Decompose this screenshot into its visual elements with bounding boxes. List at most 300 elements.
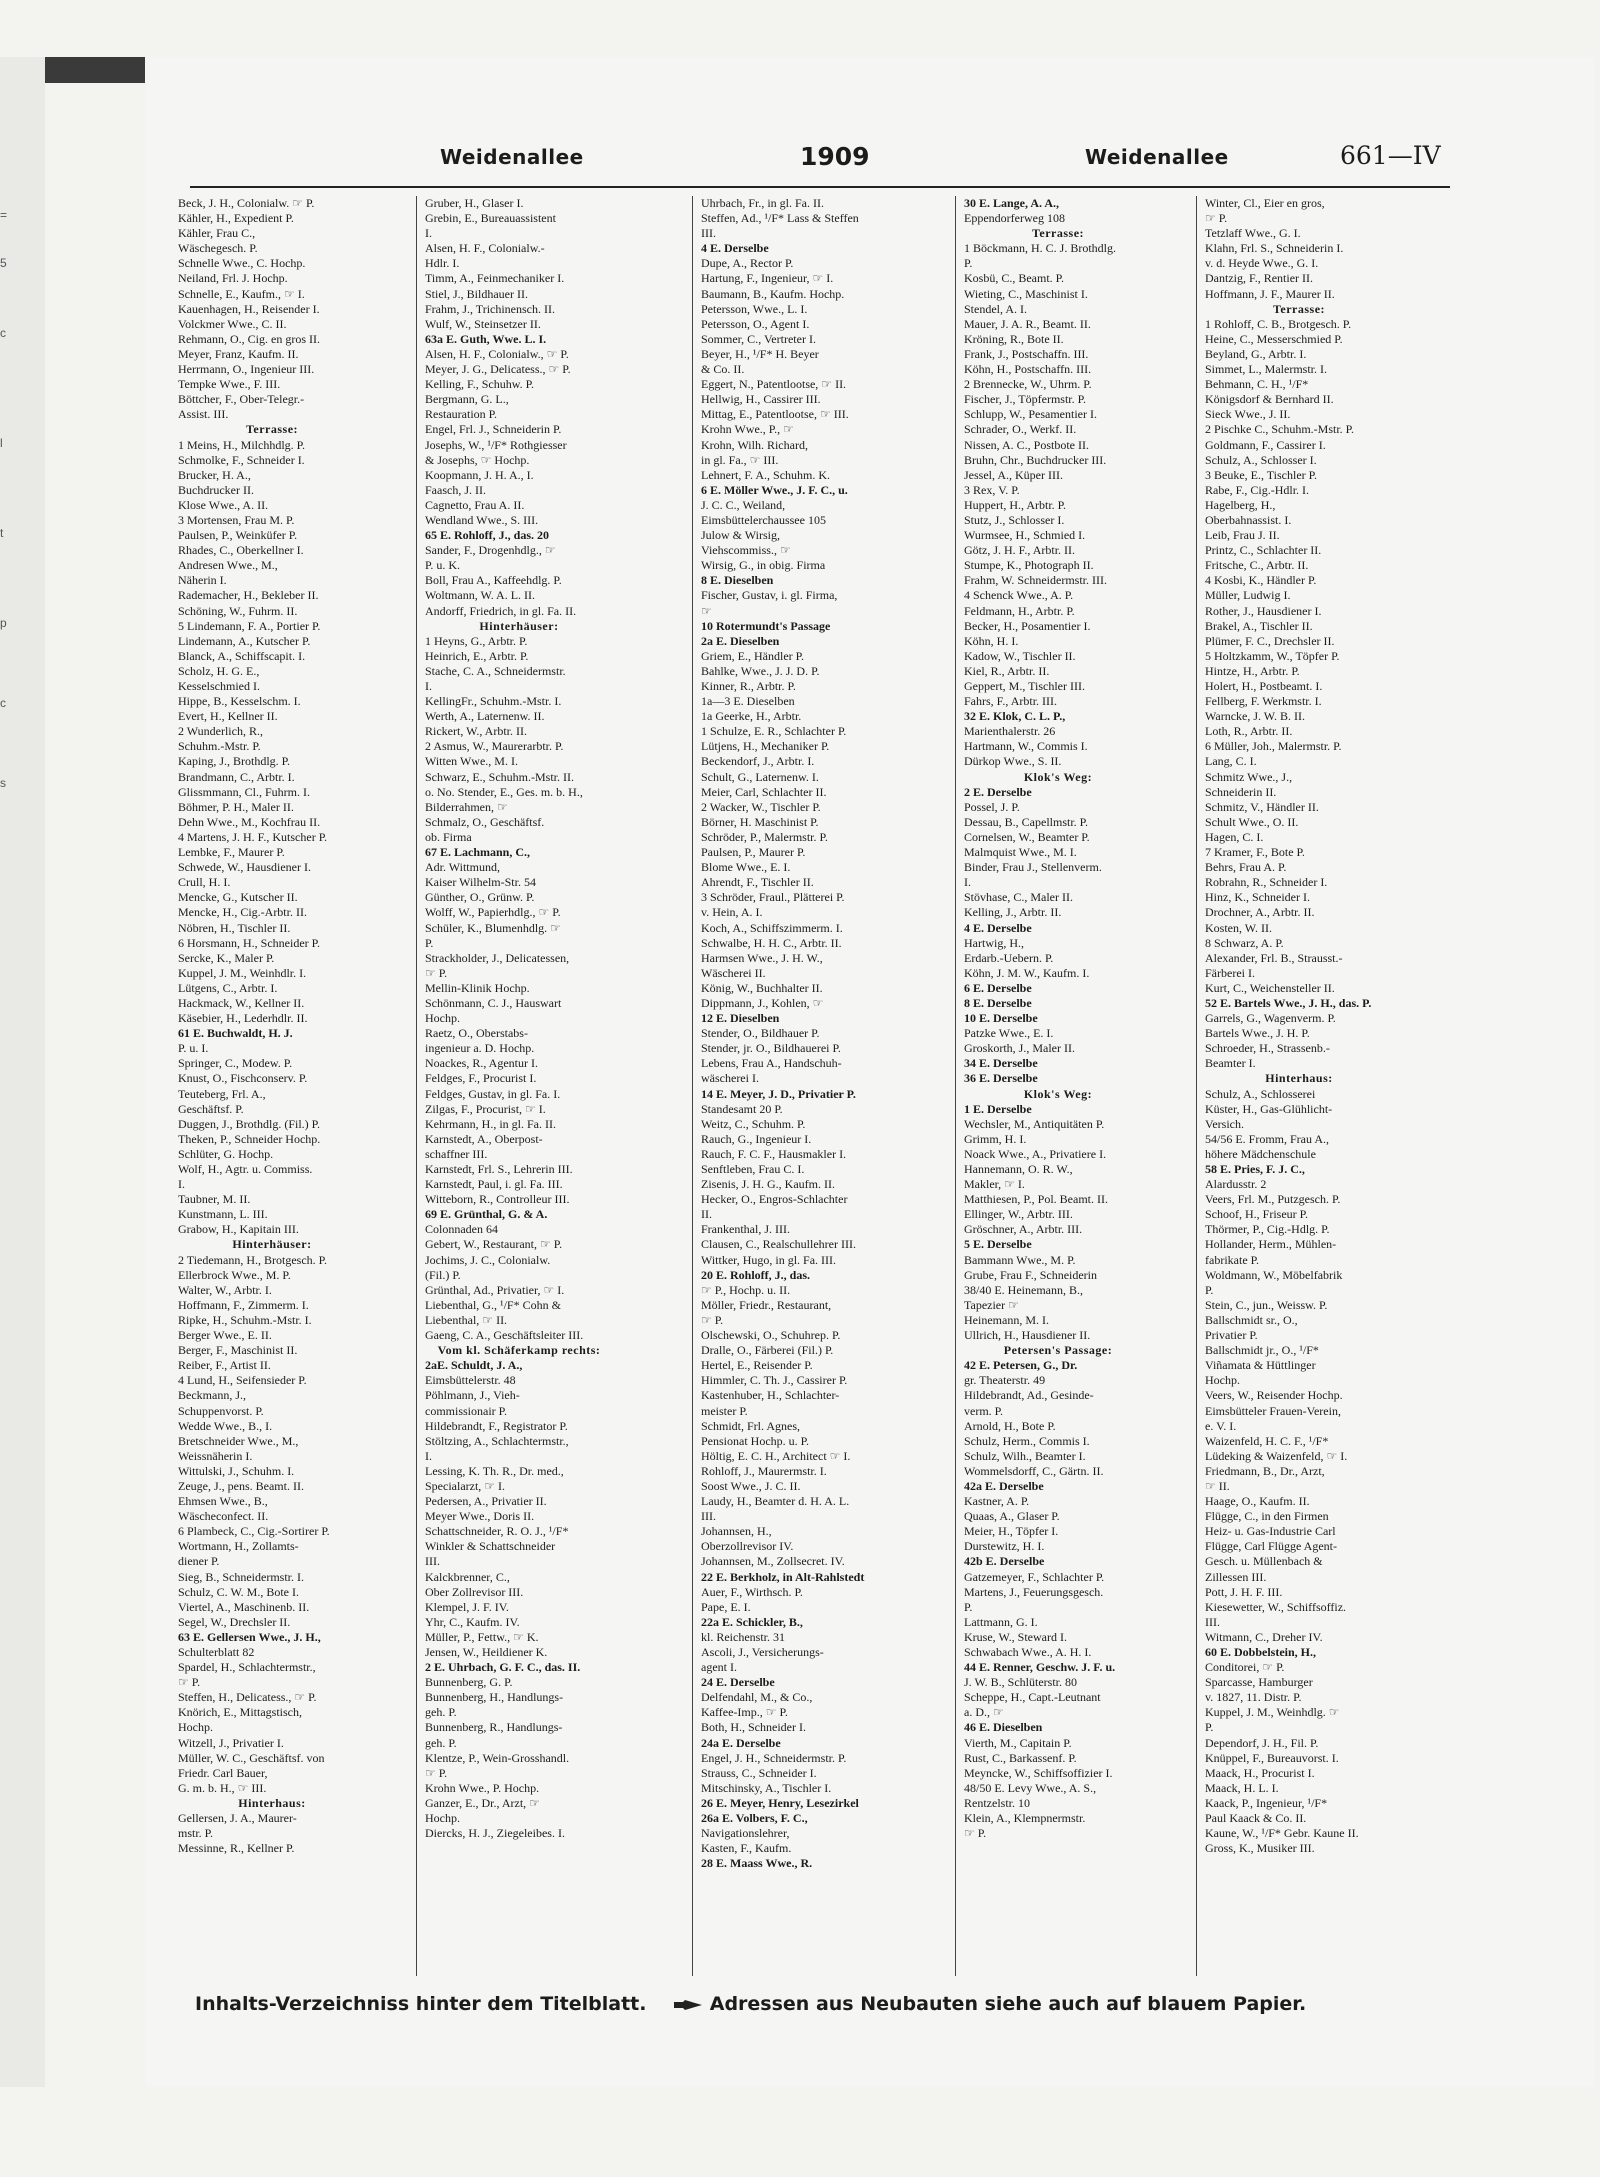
- directory-entry: Becker, H., Posamentier I.: [964, 618, 1091, 633]
- page-footer: [195, 1993, 1455, 2015]
- directory-entry: 4 Kosbi, K., Händler P.: [1205, 573, 1317, 588]
- directory-entry: Robrahn, R., Schneider I.: [1205, 875, 1328, 890]
- directory-entry: geh. P.: [425, 1705, 457, 1720]
- directory-entry: Kruse, W., Steward I.: [964, 1629, 1067, 1644]
- directory-entry: Dependorf, J. H., Fil. P.: [1205, 1735, 1319, 1750]
- directory-entry: Lütjens, H., Mechaniker P.: [701, 739, 830, 754]
- directory-entry: 10 Rotermundt's Passage: [701, 618, 831, 633]
- directory-entry: 3 Mortensen, Frau M. P.: [178, 512, 295, 527]
- directory-entry: Frankenthal, J. III.: [701, 1222, 790, 1237]
- directory-entry: Hackmack, W., Kellner II.: [178, 995, 305, 1010]
- directory-entry: Wieting, C., Maschinist I.: [964, 286, 1088, 301]
- directory-entry: Schröder, P., Malermstr. P.: [701, 829, 828, 844]
- directory-entry: Hoffmann, F., Zimmerm. I.: [178, 1297, 309, 1312]
- directory-entry: Grabow, H., Kapitain III.: [178, 1222, 299, 1237]
- directory-entry: Schmitz Wwe., J.,: [1205, 769, 1293, 784]
- directory-entry: Brucker, H. A.,: [178, 467, 251, 482]
- directory-entry: Jensen, W., Heildiener K.: [425, 1645, 548, 1659]
- directory-entry: Hochp.: [178, 1720, 213, 1735]
- scan-shadow: [45, 57, 145, 83]
- directory-entry: Karnstedt, A., Oberpost-: [425, 1131, 543, 1146]
- page-number: 661—IV: [1340, 141, 1441, 170]
- directory-entry: ☞ II.: [1205, 1478, 1230, 1493]
- directory-entry: Heinrich, E., Arbtr. P.: [425, 648, 529, 663]
- directory-entry: Terrasse:: [1031, 226, 1085, 241]
- directory-entry: Groskorth, J., Maler II.: [964, 1041, 1075, 1056]
- directory-entry: Theken, P., Schneider Hochp.: [178, 1131, 321, 1146]
- directory-entry: 6 E. Derselbe: [964, 980, 1032, 995]
- directory-entry: Haage, O., Kaufm. II.: [1205, 1494, 1310, 1509]
- directory-entry: Schulz, A., Schlosserei: [1205, 1086, 1316, 1101]
- directory-entry: Dürkop Wwe., S. II.: [964, 754, 1062, 769]
- directory-entry: Heiz- u. Gas-Industrie Carl: [1205, 1524, 1336, 1539]
- directory-entry: J. W. B., Schlüterstr. 80: [964, 1675, 1078, 1690]
- directory-entry: Stiel, J., Bildhauer II.: [425, 286, 528, 301]
- directory-entry: Huppert, H., Arbtr. P.: [964, 497, 1066, 512]
- directory-entry: 3 Beuke, E., Tischler P.: [1205, 467, 1318, 482]
- directory-entry: Wäscherei II.: [701, 965, 766, 980]
- directory-entry: 54/56 E. Fromm, Frau A.,: [1205, 1131, 1330, 1146]
- directory-entry: Loth, R., Arbtr. II.: [1205, 724, 1293, 739]
- directory-entry: Specialarzt, ☞ I.: [425, 1478, 506, 1493]
- directory-entry: Liebenthal, ☞ II.: [425, 1312, 508, 1327]
- directory-entry: Witmann, C., Dreher IV.: [1205, 1629, 1323, 1644]
- directory-entry: Stein, C., jun., Weissw. P.: [1205, 1297, 1328, 1312]
- directory-entry: Rehmann, O., Cig. en gros II.: [178, 331, 320, 346]
- directory-entry: Dessau, B., Capellmstr. P.: [964, 814, 1089, 829]
- directory-entry: Nöbren, H., Tischler II.: [178, 920, 291, 935]
- binder-mark: 5: [0, 256, 7, 270]
- directory-entry: Hellwig, H., Cassirer III.: [701, 392, 821, 407]
- directory-entry: Frank, J., Postschaffn. III.: [964, 346, 1089, 361]
- directory-entry: Berger, F., Maschinist II.: [178, 1343, 298, 1358]
- directory-entry: Pöhlmann, J., Vieh-: [425, 1388, 520, 1403]
- directory-entry: 6 Horsmann, H., Schneider P.: [178, 935, 320, 950]
- directory-entry: o. No. Stender, E., Ges. m. b. H.,: [425, 784, 583, 799]
- directory-entry: ☞ P.: [178, 1675, 201, 1690]
- directory-entry: Ballschmidt sr., O.,: [1205, 1312, 1298, 1327]
- directory-entry: Colonnaden 64: [425, 1222, 498, 1237]
- directory-entry: Beckmann, J.,: [178, 1388, 246, 1403]
- directory-entry: Schwede, W., Hausdiener I.: [178, 860, 311, 875]
- directory-entry: P.: [964, 256, 973, 271]
- directory-entry: ☞ P.: [964, 1826, 987, 1841]
- directory-entry: Kastner, A. P.: [964, 1494, 1030, 1509]
- directory-entry: I.: [425, 1448, 432, 1463]
- directory-entry: I.: [178, 1177, 185, 1192]
- directory-entry: Adr. Wittmund,: [425, 860, 500, 875]
- directory-entry: Schrader, O., Werkf. II.: [964, 422, 1077, 437]
- directory-entry: Klok's Weg:: [1023, 1086, 1093, 1101]
- directory-entry: Alardusstr. 2: [1205, 1177, 1267, 1192]
- directory-entry: Feldges, Gustav, in gl. Fa. I.: [425, 1086, 561, 1101]
- directory-entry: Hdlr. I.: [425, 256, 460, 271]
- directory-entry: Flügge, C., in den Firmen: [1205, 1509, 1329, 1524]
- directory-entry: Kähler, H., Expedient P.: [178, 211, 294, 226]
- directory-entry: commissionair P.: [425, 1403, 508, 1418]
- directory-entry: König, W., Buchhalter II.: [701, 980, 823, 995]
- directory-entry: Patzke Wwe., E. I.: [964, 1026, 1054, 1041]
- directory-entry: Hochp.: [425, 1011, 460, 1026]
- directory-entry: (Fil.) P.: [425, 1267, 461, 1282]
- directory-entry: Paulsen, P., Maurer P.: [701, 845, 806, 860]
- binder-mark: l: [0, 436, 3, 450]
- directory-entry: 67 E. Lachmann, C.,: [425, 845, 531, 860]
- directory-entry: Schlüter, G. Hochp.: [178, 1146, 274, 1161]
- directory-entry: Köhn, J. M. W., Kaufm. I.: [964, 965, 1090, 980]
- directory-entry: wäscherei I.: [701, 1071, 759, 1086]
- directory-entry: Drochner, A., Arbtr. II.: [1205, 905, 1315, 920]
- directory-entry: Kiesewetter, W., Schiffsoffiz.: [1205, 1599, 1347, 1614]
- directory-entry: P.: [964, 1599, 973, 1614]
- directory-entry: Köhn, H., Postschaffn. III.: [964, 362, 1092, 377]
- directory-entry: Schult, G., Laternenw. I.: [701, 769, 819, 784]
- directory-entry: Hoffmann, J. F., Maurer II.: [1205, 286, 1335, 301]
- directory-entry: 63a E. Guth, Wwe. L. I.: [425, 331, 547, 346]
- directory-entry: Hippe, B., Kesselschm. I.: [178, 694, 301, 709]
- directory-entry: Navigationslehrer,: [701, 1826, 790, 1841]
- directory-entry: Andresen Wwe., M.,: [178, 558, 278, 573]
- directory-entry: 26 E. Meyer, Henry, Lesezirkel: [701, 1795, 859, 1810]
- directory-entry: 5 E. Derselbe: [964, 1237, 1032, 1252]
- directory-entry: Schulz, Wilh., Beamter I.: [964, 1448, 1086, 1463]
- directory-entry: Zilgas, F., Procurist, ☞ I.: [425, 1101, 546, 1116]
- directory-entry: ☞ P., Hochp. u. II.: [701, 1282, 791, 1297]
- directory-entry: Petersen's Passage:: [1003, 1343, 1113, 1358]
- directory-entry: Both, H., Schneider I.: [701, 1720, 806, 1735]
- directory-entry: Bunnenberg, G. P.: [425, 1675, 513, 1690]
- directory-entry: Lebens, Frau A., Handschuh-: [701, 1056, 842, 1071]
- directory-entry: Witzell, J., Privatier I.: [178, 1735, 284, 1750]
- directory-entry: Malmquist Wwe., M. I.: [964, 845, 1077, 860]
- directory-entry: Paul Kaack & Co. II.: [1205, 1811, 1307, 1826]
- directory-entry: Weitz, C., Schuhm. P.: [701, 1116, 806, 1131]
- page-header: [190, 141, 1450, 185]
- directory-entry: Klok's Weg:: [1023, 769, 1093, 784]
- directory-entry: Fahrs, F., Arbtr. III.: [964, 694, 1058, 709]
- directory-entry: Kastenhuber, H., Schlachter-: [701, 1388, 840, 1403]
- directory-entry: Näherin I.: [178, 573, 227, 588]
- directory-entry: Petersson, O., Agent I.: [701, 316, 810, 331]
- directory-entry: v. 1827, 11. Distr. P.: [1205, 1690, 1302, 1705]
- directory-entry: Schattschneider, R. O. J., ¹/F*: [425, 1524, 569, 1539]
- directory-entry: Himmler, C. Th. J., Cassirer P.: [701, 1373, 848, 1388]
- directory-entry: Eppendorferweg 108: [964, 211, 1065, 226]
- directory-entry: geh. P.: [425, 1735, 457, 1750]
- directory-entry: Ballschmidt jr., O., ¹/F*: [1205, 1343, 1319, 1358]
- directory-entry: Kaffee-Imp., ☞ P.: [701, 1705, 788, 1720]
- directory-entry: Knörich, E., Mittagstisch,: [178, 1705, 302, 1720]
- directory-entry: Printz, C., Schlachter II.: [1205, 543, 1322, 558]
- directory-entry: Scholz, H. G. E.,: [178, 663, 260, 678]
- directory-entry: II.: [701, 1207, 712, 1222]
- directory-entry: Kuppel, J. M., Weinhdlr. I.: [178, 965, 307, 980]
- directory-entry: Ehmsen Wwe., B.,: [178, 1494, 268, 1509]
- directory-entry: Karnstedt, Paul, i. gl. Fa. III.: [425, 1177, 563, 1192]
- directory-entry: Holert, H., Postbeamt. I.: [1205, 679, 1323, 693]
- directory-entry: 5 Lindemann, F. A., Portier P.: [178, 618, 321, 633]
- directory-entry: 2a E. Dieselben: [701, 633, 780, 648]
- directory-entry: Müller, P., Fettw., ☞ K.: [425, 1629, 539, 1644]
- directory-entry: 7 Kramer, F., Bote P.: [1205, 845, 1305, 860]
- directory-entry: Wittker, Hugo, in gl. Fa. III.: [701, 1252, 837, 1267]
- directory-entry: Kaiser Wilhelm-Str. 54: [425, 875, 536, 890]
- directory-entry: Schmidt, Frl. Agnes,: [701, 1418, 801, 1433]
- directory-entry: Alsen, H. F., Colonialw.-: [425, 241, 545, 256]
- directory-entry: Crull, H. I.: [178, 875, 231, 890]
- directory-entry: Alsen, H. F., Colonialw., ☞ P.: [425, 346, 569, 361]
- directory-entry: Kaune, W., ¹/F* Gebr. Kaune II.: [1205, 1826, 1359, 1841]
- directory-entry: Schoof, H., Friseur P.: [1205, 1207, 1309, 1222]
- directory-entry: Kehrmann, H., in gl. Fa. II.: [425, 1116, 556, 1131]
- directory-entry: Bunnenberg, R., Handlungs-: [425, 1720, 563, 1735]
- directory-entry: Krohn Wwe., P., ☞: [701, 422, 794, 437]
- directory-entry: Eimsbütteler Frauen-Verein,: [1205, 1403, 1341, 1418]
- directory-entry: Reiber, F., Artist II.: [178, 1358, 271, 1373]
- directory-entry: Hinterhäuser:: [232, 1237, 312, 1252]
- directory-entry: 1 Heyns, G., Arbtr. P.: [425, 633, 528, 648]
- directory-entry: ☞ P.: [1205, 211, 1228, 226]
- directory-entry: Schroeder, H., Strassenb.-: [1205, 1041, 1330, 1056]
- directory-entry: Gesch. u. Müllenbach &: [1205, 1554, 1323, 1569]
- directory-entry: Oberbahnassist. I.: [1205, 512, 1292, 527]
- directory-entry: 36 E. Derselbe: [964, 1071, 1038, 1086]
- directory-entry: Beamter I.: [1205, 1056, 1256, 1071]
- directory-entry: Schlupp, W., Pesamentier I.: [964, 407, 1097, 422]
- directory-entry: Meyer, Franz, Kaufm. II.: [178, 346, 299, 361]
- directory-entry: Gröschner, A., Arbtr. III.: [964, 1222, 1083, 1237]
- directory-entry: Kähler, Frau C.,: [178, 226, 256, 241]
- directory-entry: Lessing, K. Th. R., Dr. med.,: [425, 1463, 564, 1478]
- directory-entry: Versich.: [1205, 1116, 1244, 1131]
- directory-entry: 2aE. Schuldt, J. A.,: [425, 1358, 523, 1373]
- directory-entry: Liebenthal, G., ¹/F* Cohn &: [425, 1297, 561, 1312]
- directory-entry: Schuppenvorst. P.: [178, 1403, 264, 1418]
- column-divider: [955, 196, 956, 1976]
- directory-entry: Pape, E. I.: [701, 1599, 751, 1614]
- directory-entry: Hildebrandt, Ad., Gesinde-: [964, 1388, 1094, 1403]
- directory-entry: 1 Schulze, E. R., Schlachter P.: [701, 724, 847, 739]
- directory-entry: 44 E. Renner, Geschw. J. F. u.: [964, 1660, 1116, 1675]
- directory-entry: Teuteberg, Frl. A.,: [178, 1086, 266, 1101]
- directory-entry: Mauer, J. A. R., Beamt. II.: [964, 316, 1091, 331]
- header-rule: [190, 186, 1450, 188]
- directory-entry: schaffner III.: [425, 1146, 488, 1161]
- directory-entry: Raetz, O., Oberstabs-: [425, 1026, 528, 1041]
- directory-entry: Meyer, J. G., Delicatess., ☞ P.: [425, 362, 571, 377]
- directory-entry: ingenieur a. D. Hochp.: [425, 1041, 535, 1056]
- directory-entry: Wendland Wwe., S. III.: [425, 512, 539, 527]
- directory-entry: Diercks, H. J., Ziegeleibes. I.: [425, 1826, 565, 1841]
- directory-entry: 42b E. Derselbe: [964, 1554, 1045, 1569]
- directory-entry: Ullrich, H., Hausdiener II.: [964, 1328, 1091, 1343]
- directory-entry: Höltig, E. C. H., Architect ☞ I.: [701, 1448, 851, 1463]
- directory-entry: Krohn Wwe., P. Hochp.: [425, 1780, 540, 1795]
- directory-entry: 52 E. Bartels Wwe., J. H., das. P.: [1205, 995, 1372, 1010]
- directory-entry: Schwalbe, H. H. C., Arbtr. II.: [701, 935, 842, 950]
- directory-entry: Duggen, J., Brothdlg. (Fil.) P.: [178, 1116, 321, 1131]
- directory-entry: Hollander, Herm., Mühlen-: [1205, 1237, 1337, 1252]
- directory-entry: Woldmann, W., Möbelfabrik: [1205, 1267, 1343, 1282]
- binder-mark: t: [0, 526, 4, 540]
- directory-entry: 1 Meins, H., Milchhdlg. P.: [178, 437, 306, 452]
- directory-entry: Engel, Frl. J., Schneiderin P.: [425, 422, 562, 437]
- directory-entry: 2 Brennecke, W., Uhrm. P.: [964, 377, 1092, 392]
- column-divider: [692, 196, 693, 1976]
- directory-entry: P.: [1205, 1282, 1214, 1297]
- directory-entry: 22a E. Schickler, B.,: [701, 1614, 803, 1629]
- directory-entry: Friedr. Carl Bauer,: [178, 1765, 268, 1780]
- directory-entry: Andorff, Friedrich, in gl. Fa. II.: [425, 603, 577, 618]
- directory-entry: 32 E. Klok, C. L. P.,: [964, 709, 1066, 724]
- directory-entry: Brandmann, C., Arbtr. I.: [178, 769, 295, 784]
- directory-entry: 46 E. Dieselben: [964, 1720, 1043, 1735]
- directory-entry: 48/50 E. Levy Wwe., A. S.,: [964, 1780, 1097, 1795]
- directory-entry: Ganzer, E., Dr., Arzt, ☞: [425, 1795, 540, 1810]
- directory-entry: Wolf, H., Agtr. u. Commiss.: [178, 1162, 313, 1176]
- directory-entry: Königsdorf & Bernhard II.: [1205, 392, 1334, 407]
- directory-entry: Marienthalerstr. 26: [964, 724, 1056, 739]
- directory-entry: v. d. Heyde Wwe., G. I.: [1205, 256, 1319, 271]
- directory-entry: Rhades, C., Oberkellner I.: [178, 543, 304, 558]
- directory-entry: Börner, H. Maschinist P.: [701, 814, 819, 829]
- directory-entry: P.: [1205, 1720, 1214, 1735]
- directory-entry: Messinne, R., Kellner P.: [178, 1841, 295, 1856]
- directory-entry: Behmann, C. H., ¹/F*: [1205, 377, 1309, 392]
- directory-entry: 6 Müller, Joh., Malermstr. P.: [1205, 739, 1342, 754]
- directory-entry: Koopmann, J. H. A., I.: [425, 467, 534, 482]
- directory-entry: Jochims, J. C., Colonialw.: [425, 1252, 551, 1267]
- directory-entry: Zisenis, J. H. G., Kaufm. II.: [701, 1177, 835, 1192]
- directory-entry: Fischer, Gustav, i. gl. Firma,: [701, 588, 838, 603]
- directory-entry: Kiel, R., Arbtr. II.: [964, 663, 1050, 678]
- directory-entry: Klein, A., Klempnermstr.: [964, 1811, 1086, 1826]
- binder-mark: p: [0, 616, 7, 630]
- directory-entry: 3 Schröder, Fraul., Plätterei P.: [701, 890, 845, 905]
- directory-entry: 30 E. Lange, A. A.,: [964, 196, 1060, 210]
- directory-entry: 2 Wacker, W., Tischler P.: [701, 799, 821, 814]
- directory-entry: Mencke, H., Cig.-Arbtr. II.: [178, 905, 307, 920]
- directory-entry: Josephs, W., ¹/F* Rothgiesser: [425, 437, 567, 452]
- directory-entry: 3 Rex, V. P.: [964, 482, 1020, 497]
- directory-entry: höhere Mädchenschule: [1205, 1146, 1316, 1161]
- directory-entry: Sparcasse, Hamburger: [1205, 1675, 1313, 1690]
- directory-entry: Spardel, H., Schlachtermstr.,: [178, 1660, 316, 1675]
- directory-entry: Dantzig, F., Rentier II.: [1205, 271, 1314, 286]
- year-heading: 1909: [800, 142, 870, 171]
- directory-entry: Schneiderin II.: [1205, 784, 1277, 799]
- directory-column-5: [1205, 196, 1393, 1856]
- directory-entry: Cornelsen, W., Beamter P.: [964, 829, 1090, 844]
- directory-entry: Beyland, G., Arbtr. I.: [1205, 346, 1307, 361]
- directory-entry: 8 Schwarz, A. P.: [1205, 935, 1284, 950]
- directory-entry: Tempke Wwe., F. III.: [178, 377, 281, 392]
- directory-entry: Restauration P.: [425, 407, 497, 422]
- directory-entry: Kauenhagen, H., Reisender I.: [178, 301, 320, 316]
- directory-entry: Rabe, F., Cig.-Hdlr. I.: [1205, 482, 1310, 497]
- binder-mark: c: [0, 326, 6, 340]
- directory-entry: agent I.: [701, 1660, 737, 1675]
- directory-entry: 2 Wunderlich, R.,: [178, 724, 263, 739]
- directory-entry: Behrs, Frau A. P.: [1205, 860, 1287, 875]
- directory-entry: Binder, Frau J., Stellenverm.: [964, 860, 1102, 875]
- directory-entry: 20 E. Rohloff, J., das.: [701, 1267, 811, 1282]
- directory-entry: G. m. b. H., ☞ III.: [178, 1780, 267, 1795]
- directory-entry: mstr. P.: [178, 1826, 214, 1841]
- directory-entry: meister P.: [701, 1403, 748, 1418]
- directory-entry: Dippmann, J., Kohlen, ☞: [701, 995, 824, 1010]
- directory-entry: Evert, H., Kellner II.: [178, 709, 278, 724]
- directory-entry: Kaack, P., Ingenieur, ¹/F*: [1205, 1795, 1328, 1810]
- directory-entry: Sommer, C., Vertreter I.: [701, 331, 816, 346]
- directory-entry: Klentze, P., Wein-Grosshandl.: [425, 1750, 570, 1765]
- binder-mark: c: [0, 696, 6, 710]
- directory-entry: Delfendahl, M., & Co.,: [701, 1690, 813, 1705]
- directory-entry: 4 E. Derselbe: [964, 920, 1032, 935]
- directory-entry: Hartmann, W., Commis I.: [964, 739, 1088, 754]
- directory-entry: Zeuge, J., pens. Beamt. II.: [178, 1478, 304, 1493]
- directory-entry: Conditorei, ☞ P.: [1205, 1660, 1285, 1675]
- directory-entry: 63 E. Gellersen Wwe., J. H.,: [178, 1629, 321, 1644]
- directory-entry: 4 Schenck Wwe., A. P.: [964, 588, 1074, 603]
- directory-entry: Lehnert, F. A., Schuhm. K.: [701, 467, 831, 482]
- directory-entry: Schmalz, O., Geschäftsf.: [425, 814, 545, 829]
- directory-entry: 24 E. Derselbe: [701, 1675, 775, 1690]
- directory-entry: Stendel, A. I.: [964, 301, 1027, 316]
- directory-entry: Werth, A., Laternenw. II.: [425, 709, 545, 724]
- directory-entry: Nissen, A. C., Postbote II.: [964, 437, 1090, 452]
- directory-entry: 1 Rohloff, C. B., Brotgesch. P.: [1205, 316, 1352, 331]
- directory-entry: Schulz, A., Schlosser I.: [1205, 452, 1317, 467]
- directory-entry: Rademacher, H., Bekleber II.: [178, 588, 319, 603]
- directory-entry: Terrasse:: [1272, 301, 1326, 316]
- directory-entry: Müller, Ludwig I.: [1205, 588, 1291, 603]
- directory-entry: Strauss, C., Schneider I.: [701, 1765, 817, 1780]
- directory-entry: Strackholder, J., Delicatessen,: [425, 950, 570, 965]
- directory-entry: 2 Asmus, W., Maurerarbtr. P.: [425, 739, 564, 754]
- directory-entry: Stache, C. A., Schneidermstr.: [425, 663, 566, 678]
- directory-entry: Bretschneider Wwe., M.,: [178, 1433, 299, 1448]
- directory-entry: Wäschegesch. P.: [178, 241, 258, 256]
- directory-entry: Steffen, Ad., ¹/F* Lass & Steffen: [701, 211, 859, 226]
- directory-entry: Hildebrandt, F., Registrator P.: [425, 1418, 568, 1433]
- directory-entry: 58 E. Pries, F. J. C.,: [1205, 1162, 1305, 1176]
- directory-entry: Böhmer, P. H., Maler II.: [178, 799, 294, 814]
- directory-entry: Ellinger, W., Arbtr. III.: [964, 1207, 1073, 1222]
- directory-entry: 6 E. Möller Wwe., J. F. C., u.: [701, 482, 848, 497]
- directory-entry: Hertel, E., Reisender P.: [701, 1358, 813, 1373]
- directory-entry: Witteborn, R., Controlleur III.: [425, 1192, 570, 1207]
- directory-entry: Flügge, Carl Flügge Agent-: [1205, 1539, 1337, 1554]
- directory-entry: 4 Martens, J. H. F., Kutscher P.: [178, 829, 328, 844]
- directory-entry: Gaeng, C. A., Geschäftsleiter III.: [425, 1328, 584, 1343]
- directory-entry: Engel, J. H., Schneidermstr. P.: [701, 1750, 847, 1765]
- directory-entry: Krohn, Wilh. Richard,: [701, 437, 808, 452]
- directory-entry: Herrmann, O., Ingenieur III.: [178, 362, 315, 377]
- directory-entry: Meier, Carl, Schlachter II.: [701, 784, 827, 799]
- directory-entry: 65 E. Rohloff, J., das. 20: [425, 528, 550, 543]
- directory-entry: Wäscheconfect. II.: [178, 1509, 269, 1524]
- directory-entry: Bilderrahmen, ☞: [425, 799, 508, 814]
- directory-entry: Alexander, Frl. B., Strausst.-: [1205, 950, 1343, 965]
- directory-entry: Auer, F., Wirthsch. P.: [701, 1584, 803, 1599]
- directory-entry: Neiland, Frl. J. Hochp.: [178, 271, 288, 286]
- directory-entry: 4 Lund, H., Seifensieder P.: [178, 1373, 307, 1388]
- directory-entry: Terrasse:: [245, 422, 299, 437]
- directory-entry: Maack, H., Procurist I.: [1205, 1765, 1315, 1780]
- directory-entry: Rother, J., Hausdiener I.: [1205, 603, 1322, 618]
- directory-entry: Blome Wwe., E. I.: [701, 860, 791, 875]
